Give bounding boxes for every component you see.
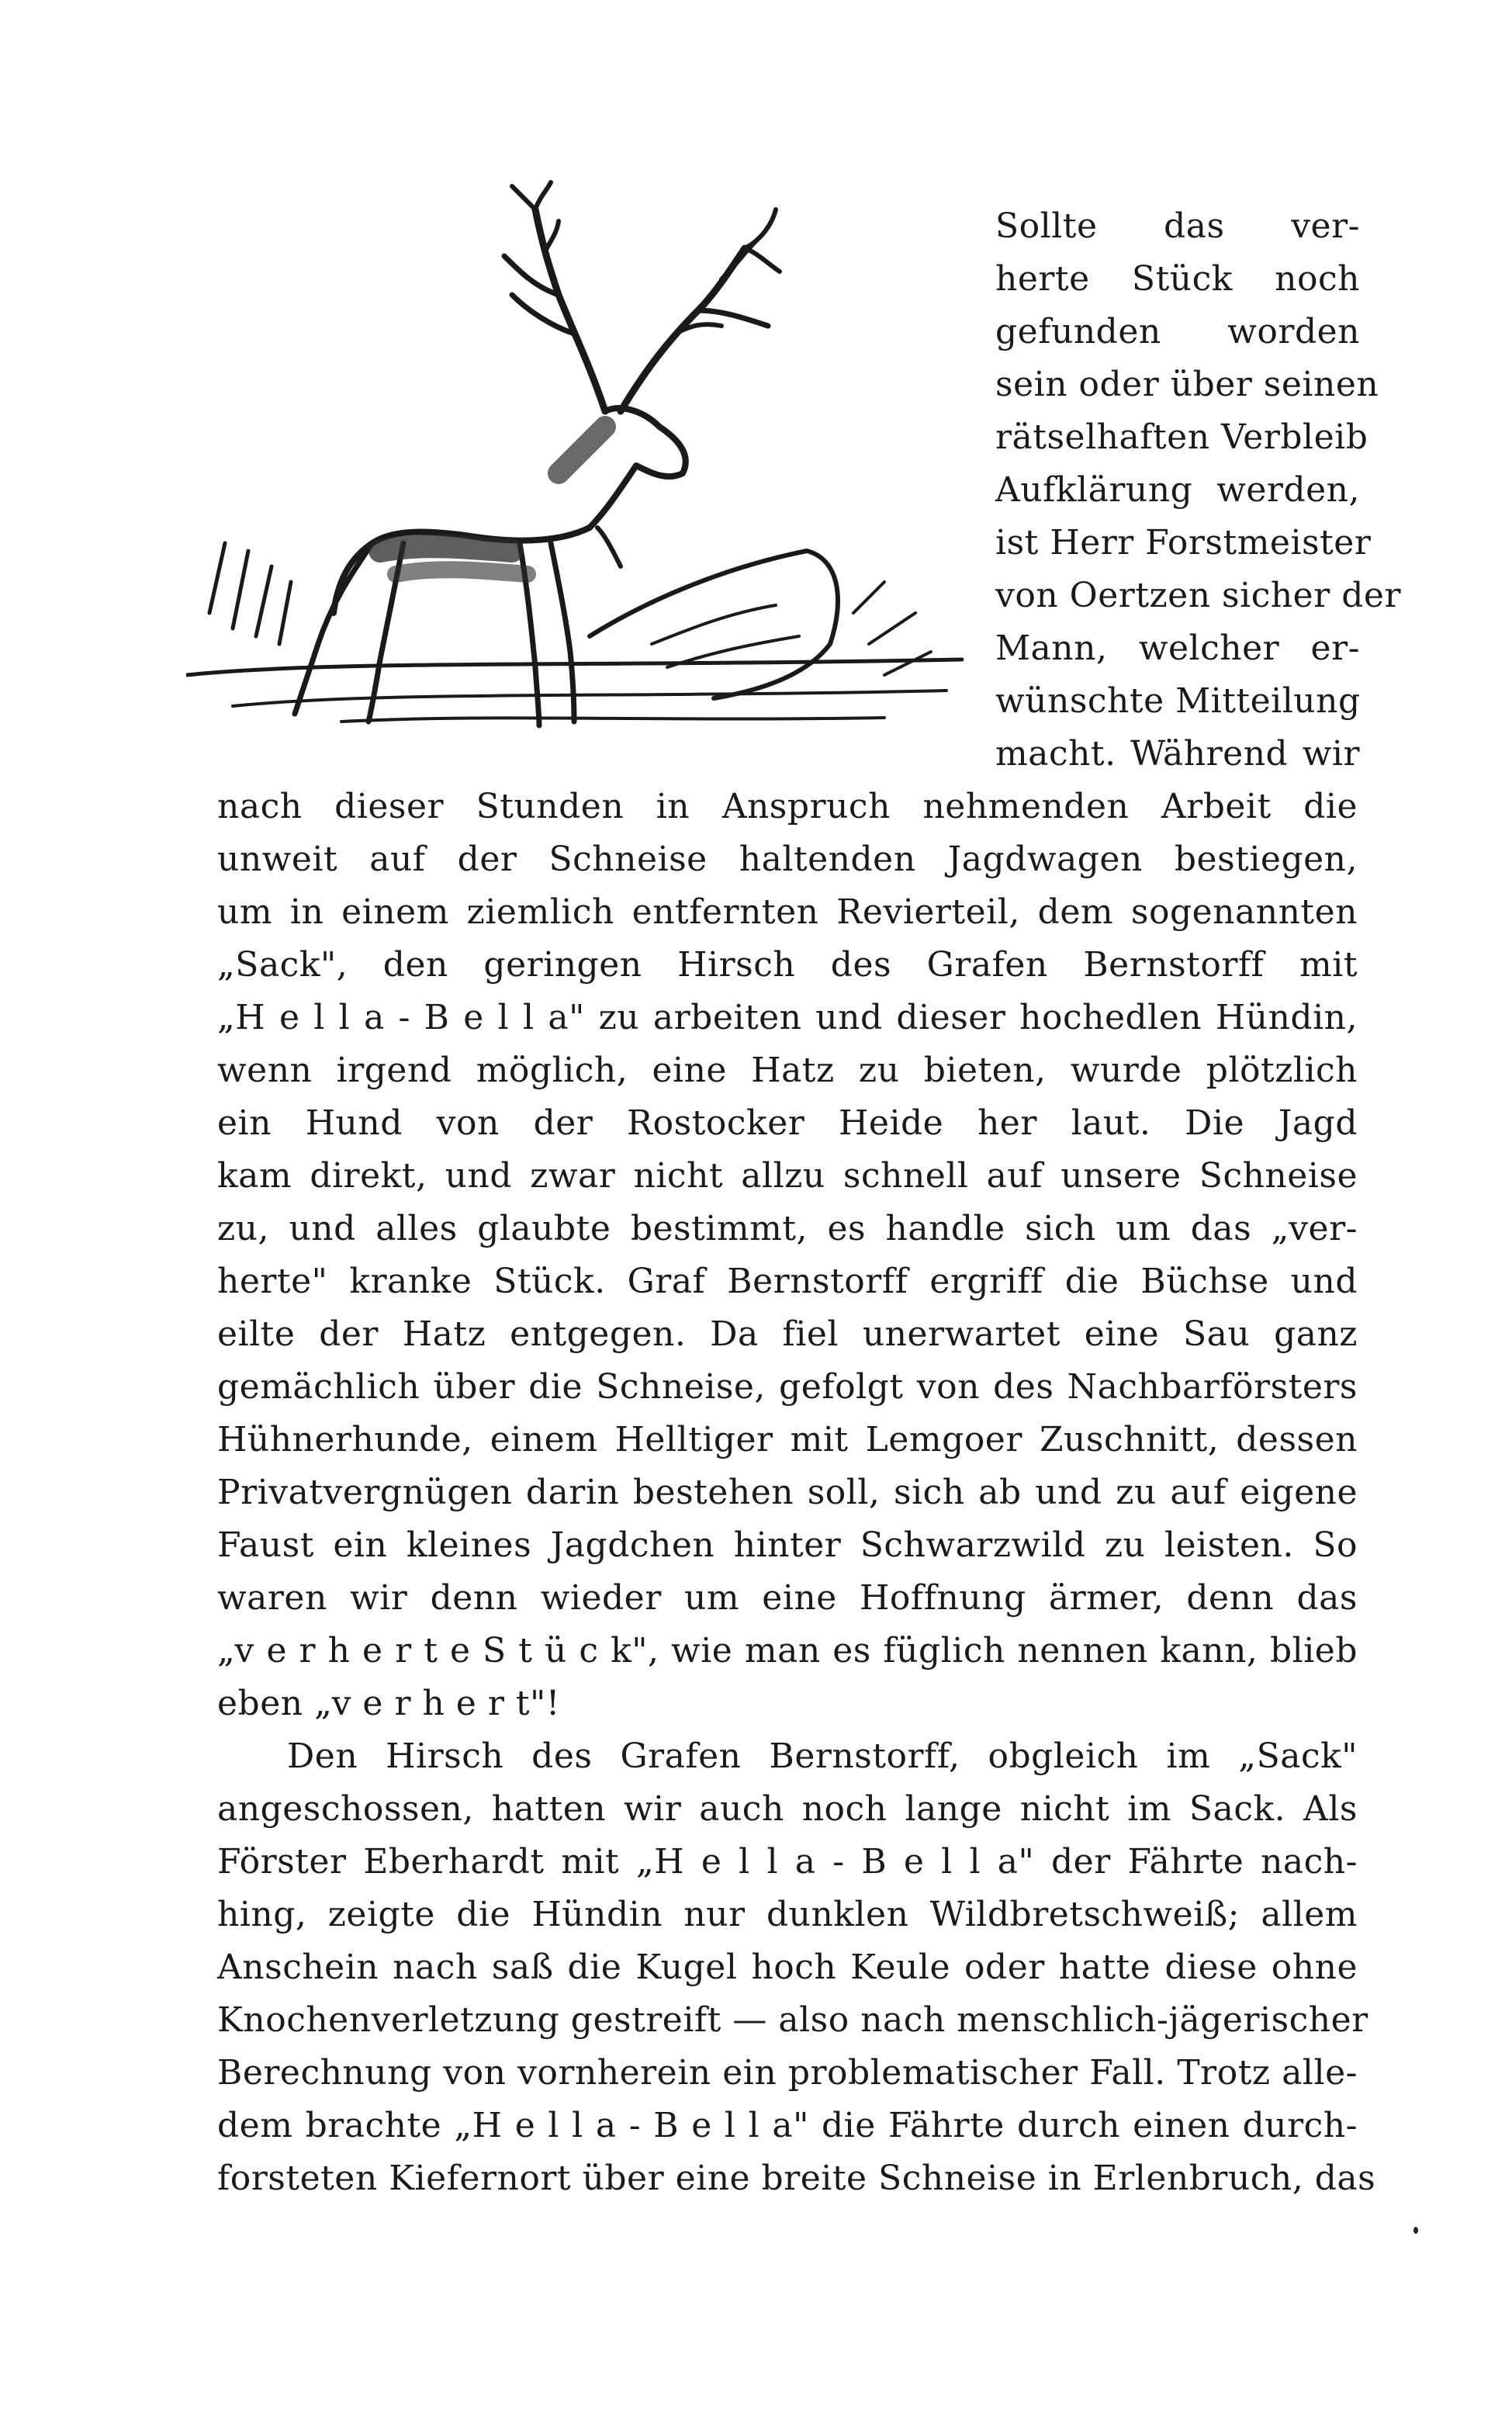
text-line: kam direkt, und zwar nicht allzu schnell auf unsere Schneise: [217, 1156, 1358, 1196]
text-line: von Oertzen sicher der: [995, 576, 1401, 615]
text-line: Mann, welcher er-: [995, 628, 1360, 668]
text-line: sein oder über seinen: [995, 365, 1379, 404]
text-line: dem brachte „H e l l a - B e l l a" die Fährte durch einen durch-: [217, 2106, 1358, 2145]
text-line: macht. Während wir: [995, 734, 1360, 774]
text-line: Knochenverletzung gestreift — also nach menschlich-jägerischer: [217, 2000, 1368, 2040]
text-line: waren wir denn wieder um eine Hoffnung ärmer, denn das: [217, 1578, 1358, 1618]
text-line: wünschte Mitteilung: [995, 681, 1361, 721]
text-line: ein Hund von der Rostocker Heide her laut. Die Jagd: [217, 1103, 1358, 1143]
text-line: Faust ein kleines Jagdchen hinter Schwarzwild zu leisten. So: [217, 1525, 1358, 1565]
text-line: hing, zeigte die Hündin nur dunklen Wildbretschweiß; allem: [217, 1895, 1358, 1934]
text-line: nach dieser Stunden in Anspruch nehmenden Arbeit die: [217, 787, 1358, 826]
text-line: „v e r h e r t e S t ü c k", wie man es füglich nennen kann, blieb: [217, 1631, 1358, 1671]
text-line: angeschossen, hatten wir auch noch lange nicht im Sack. Als: [217, 1789, 1358, 1829]
text-line: herte" kranke Stück. Graf Bernstorff ergriff die Büchse und: [217, 1262, 1358, 1301]
text-line: Sollte das ver-: [995, 206, 1360, 246]
text-line: ist Herr Forstmeister: [995, 523, 1372, 563]
text-line: Förster Eberhardt mit „H e l l a - B e l l a" der Fährte nach-: [217, 1842, 1358, 1882]
text-line: Hühnerhunde, einem Helltiger mit Lemgoer Zuschnitt, dessen: [217, 1420, 1358, 1459]
text-line: eilte der Hatz entgegen. Da fiel unerwartet eine Sau ganz: [217, 1314, 1358, 1354]
text-line: „Sack", den geringen Hirsch des Grafen Bernstorff mit: [217, 945, 1358, 985]
text-line: forsteten Kiefernort über eine breite Schneise in Erlenbruch, das: [217, 2159, 1376, 2198]
text-line: um in einem ziemlich entfernten Revierteil, dem sogenannten: [217, 892, 1358, 932]
text-line: gefunden worden: [995, 312, 1360, 351]
stag-illustration: [186, 178, 993, 737]
text-line: unweit auf der Schneise haltenden Jagdwagen bestiegen,: [217, 840, 1358, 879]
text-line: Aufklärung werden,: [995, 470, 1360, 510]
text-line: wenn irgend möglich, eine Hatz zu bieten, wurde plötzlich: [217, 1051, 1358, 1090]
text-line: Berechnung von vornherein ein problematischer Fall. Trotz alle-: [217, 2053, 1358, 2093]
text-line: Den Hirsch des Grafen Bernstorff, obgleich im „Sack": [287, 1736, 1358, 1776]
text-line: gemächlich über die Schneise, gefolgt von des Nachbarförsters: [217, 1367, 1358, 1407]
text-line: zu, und alles glaubte bestimmt, es handle sich um das „ver-: [217, 1209, 1358, 1248]
text-line: Anschein nach saß die Kugel hoch Keule oder hatte diese ohne: [217, 1947, 1358, 1987]
text-line: rätselhaften Verbleib: [995, 417, 1368, 457]
scan-speck: [1413, 2227, 1418, 2234]
text-line: herte Stück noch: [995, 259, 1360, 299]
text-line: eben „v e r h e r t"!: [217, 1684, 560, 1723]
text-line: „H e l l a - B e l l a" zu arbeiten und dieser hochedlen Hündin,: [217, 998, 1358, 1037]
text-line: Privatvergnügen darin bestehen soll, sich ab und zu auf eigene: [217, 1473, 1358, 1512]
